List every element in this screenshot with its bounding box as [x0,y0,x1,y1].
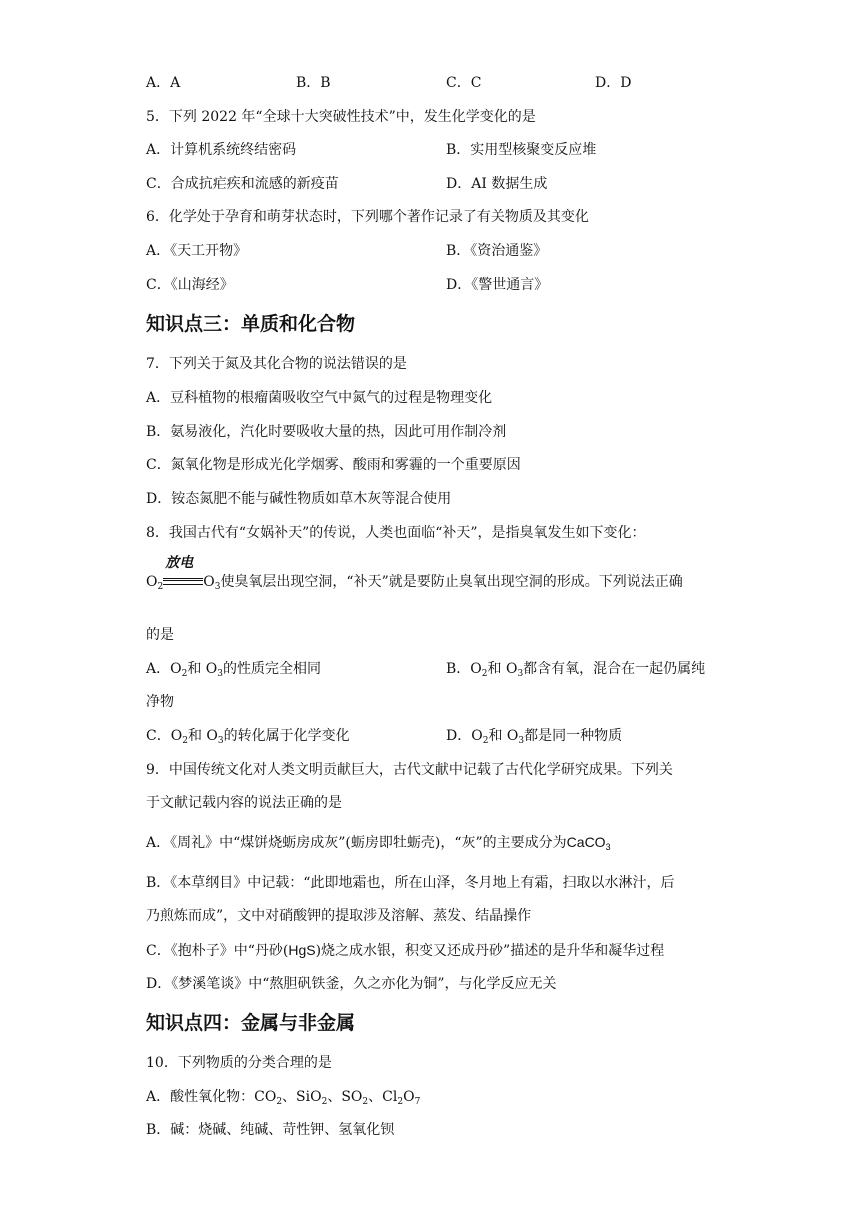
q8-option-c: C．$O_2$和 $O_3$的转化属于化学变化 [146,728,350,746]
q5-option-d: D．AI 数据生成 [446,176,548,192]
q8-eq-right: O [203,574,215,590]
q7-option-b: B．氨易液化，汽化时要吸收大量的热，因此可用作制冷剂 [146,424,507,440]
hgs-formula: HgS [288,942,316,958]
q8-option-d: D．$O_2$和 $O_3$都是同一种物质 [446,728,623,746]
q8-stem-end: 的是 [146,627,174,643]
q9-option-b-line1: B．《本草纲目》中记载：“此即地霜也，所在山泽，冬月地上有霜，扫取以水淋汁，后 [146,875,675,891]
q6-option-d: D．《警世通言》 [446,277,549,293]
q8-eq-tail: 使臭氧层出现空洞，“补天”就是要防止臭氧出现空洞的形成。下列说法正确 [220,574,683,590]
q9-option-a: A．《周礼》中“煤饼烧蛎房成灰”(蛎房即牡蛎壳)，“灰”的主要成分为CaCO$_3$ [146,834,611,852]
q8-eq-left: O [146,574,158,590]
section-heading-4: 知识点四：金属与非金属 [146,1012,356,1034]
q4-option-b: B．B [296,75,331,91]
q10-stem: 10．下列物质的分类合理的是 [146,1055,332,1071]
q7-option-a: A．豆科植物的根瘤菌吸收空气中氮气的过程是物理变化 [146,390,493,406]
q9-stem-line1: 9．中国传统文化对人类文明贡献巨大，古代文献中记载了古代化学研究成果。下列关 [146,762,673,778]
q5-option-c: C．合成抗疟疾和流感的新疫苗 [146,176,339,192]
q9-option-c: C．《抱朴子》中“丹砂(HgS)烧之成水银，积变又还成丹砂”描述的是升华和凝华过程 [146,942,665,959]
q8-stem: 8．我国古代有“女娲补天”的传说，人类也面临“补天”，是指臭氧发生如下变化： [146,525,646,541]
q5-stem: 5．下列 2022 年“全球十大突破性技术”中，发生化学变化的是 [146,109,536,125]
q6-option-c: C．《山海经》 [146,277,234,293]
q5-option-b: B．实用型核聚变反应堆 [446,142,597,158]
q4-option-d: D．D [595,75,632,91]
q6-option-b: B．《资治通鉴》 [446,243,548,259]
q7-option-c: C．氮氧化物是形成光化学烟雾、酸雨和雾霾的一个重要原因 [146,457,521,473]
q8-equation-line [146,555,683,592]
q8-reaction-arrow [163,555,203,592]
q10-option-b: B．碱：烧碱、纯碱、苛性钾、氢氧化钡 [146,1122,395,1138]
q8-option-b: B．$O_2$和 $O_3$都含有氧，混合在一起仍属纯 [446,661,706,679]
q4-option-a: A．A [146,75,181,91]
q10-option-a: A．酸性氧化物：$CO_2$、SiO$_2$、$SO_2$、$Cl_2O_7$ [146,1089,421,1107]
q9-stem-line2: 于文献记载内容的说法正确的是 [146,795,342,811]
section-heading-3: 知识点三：单质和化合物 [146,313,356,335]
q7-stem: 7．下列关于氮及其化合物的说法错误的是 [146,356,407,372]
q7-option-d: D．铵态氮肥不能与碱性物质如草木灰等混合使用 [146,491,452,507]
q4-option-c: C．C [446,75,482,91]
q6-option-a: A．《天工开物》 [146,243,248,259]
q5-option-a: A．计算机系统终结密码 [146,142,297,158]
q9-option-b-line2: 乃煎炼而成”，文中对硝酸钾的提取涉及溶解、蒸发、结晶操作 [146,908,532,924]
q8-option-a: A．$O_2$和 $O_3$的性质完全相同 [146,661,321,679]
q6-stem: 6．化学处于孕育和萌芽状态时，下列哪个著作记录了有关物质及其变化 [146,209,589,225]
q8-eq-condition: 放电 [165,555,194,571]
q8-eq-right-sub: 3 [214,582,221,592]
caco3-formula: CaCO [566,834,606,850]
q8-eq-left-sub: 2 [157,582,164,592]
q8-option-b-continued: 净物 [146,694,174,710]
q9-option-d: D．《梦溪笔谈》中“熬胆矾铁釜，久之亦化为铜”，与化学反应无关 [146,976,557,992]
